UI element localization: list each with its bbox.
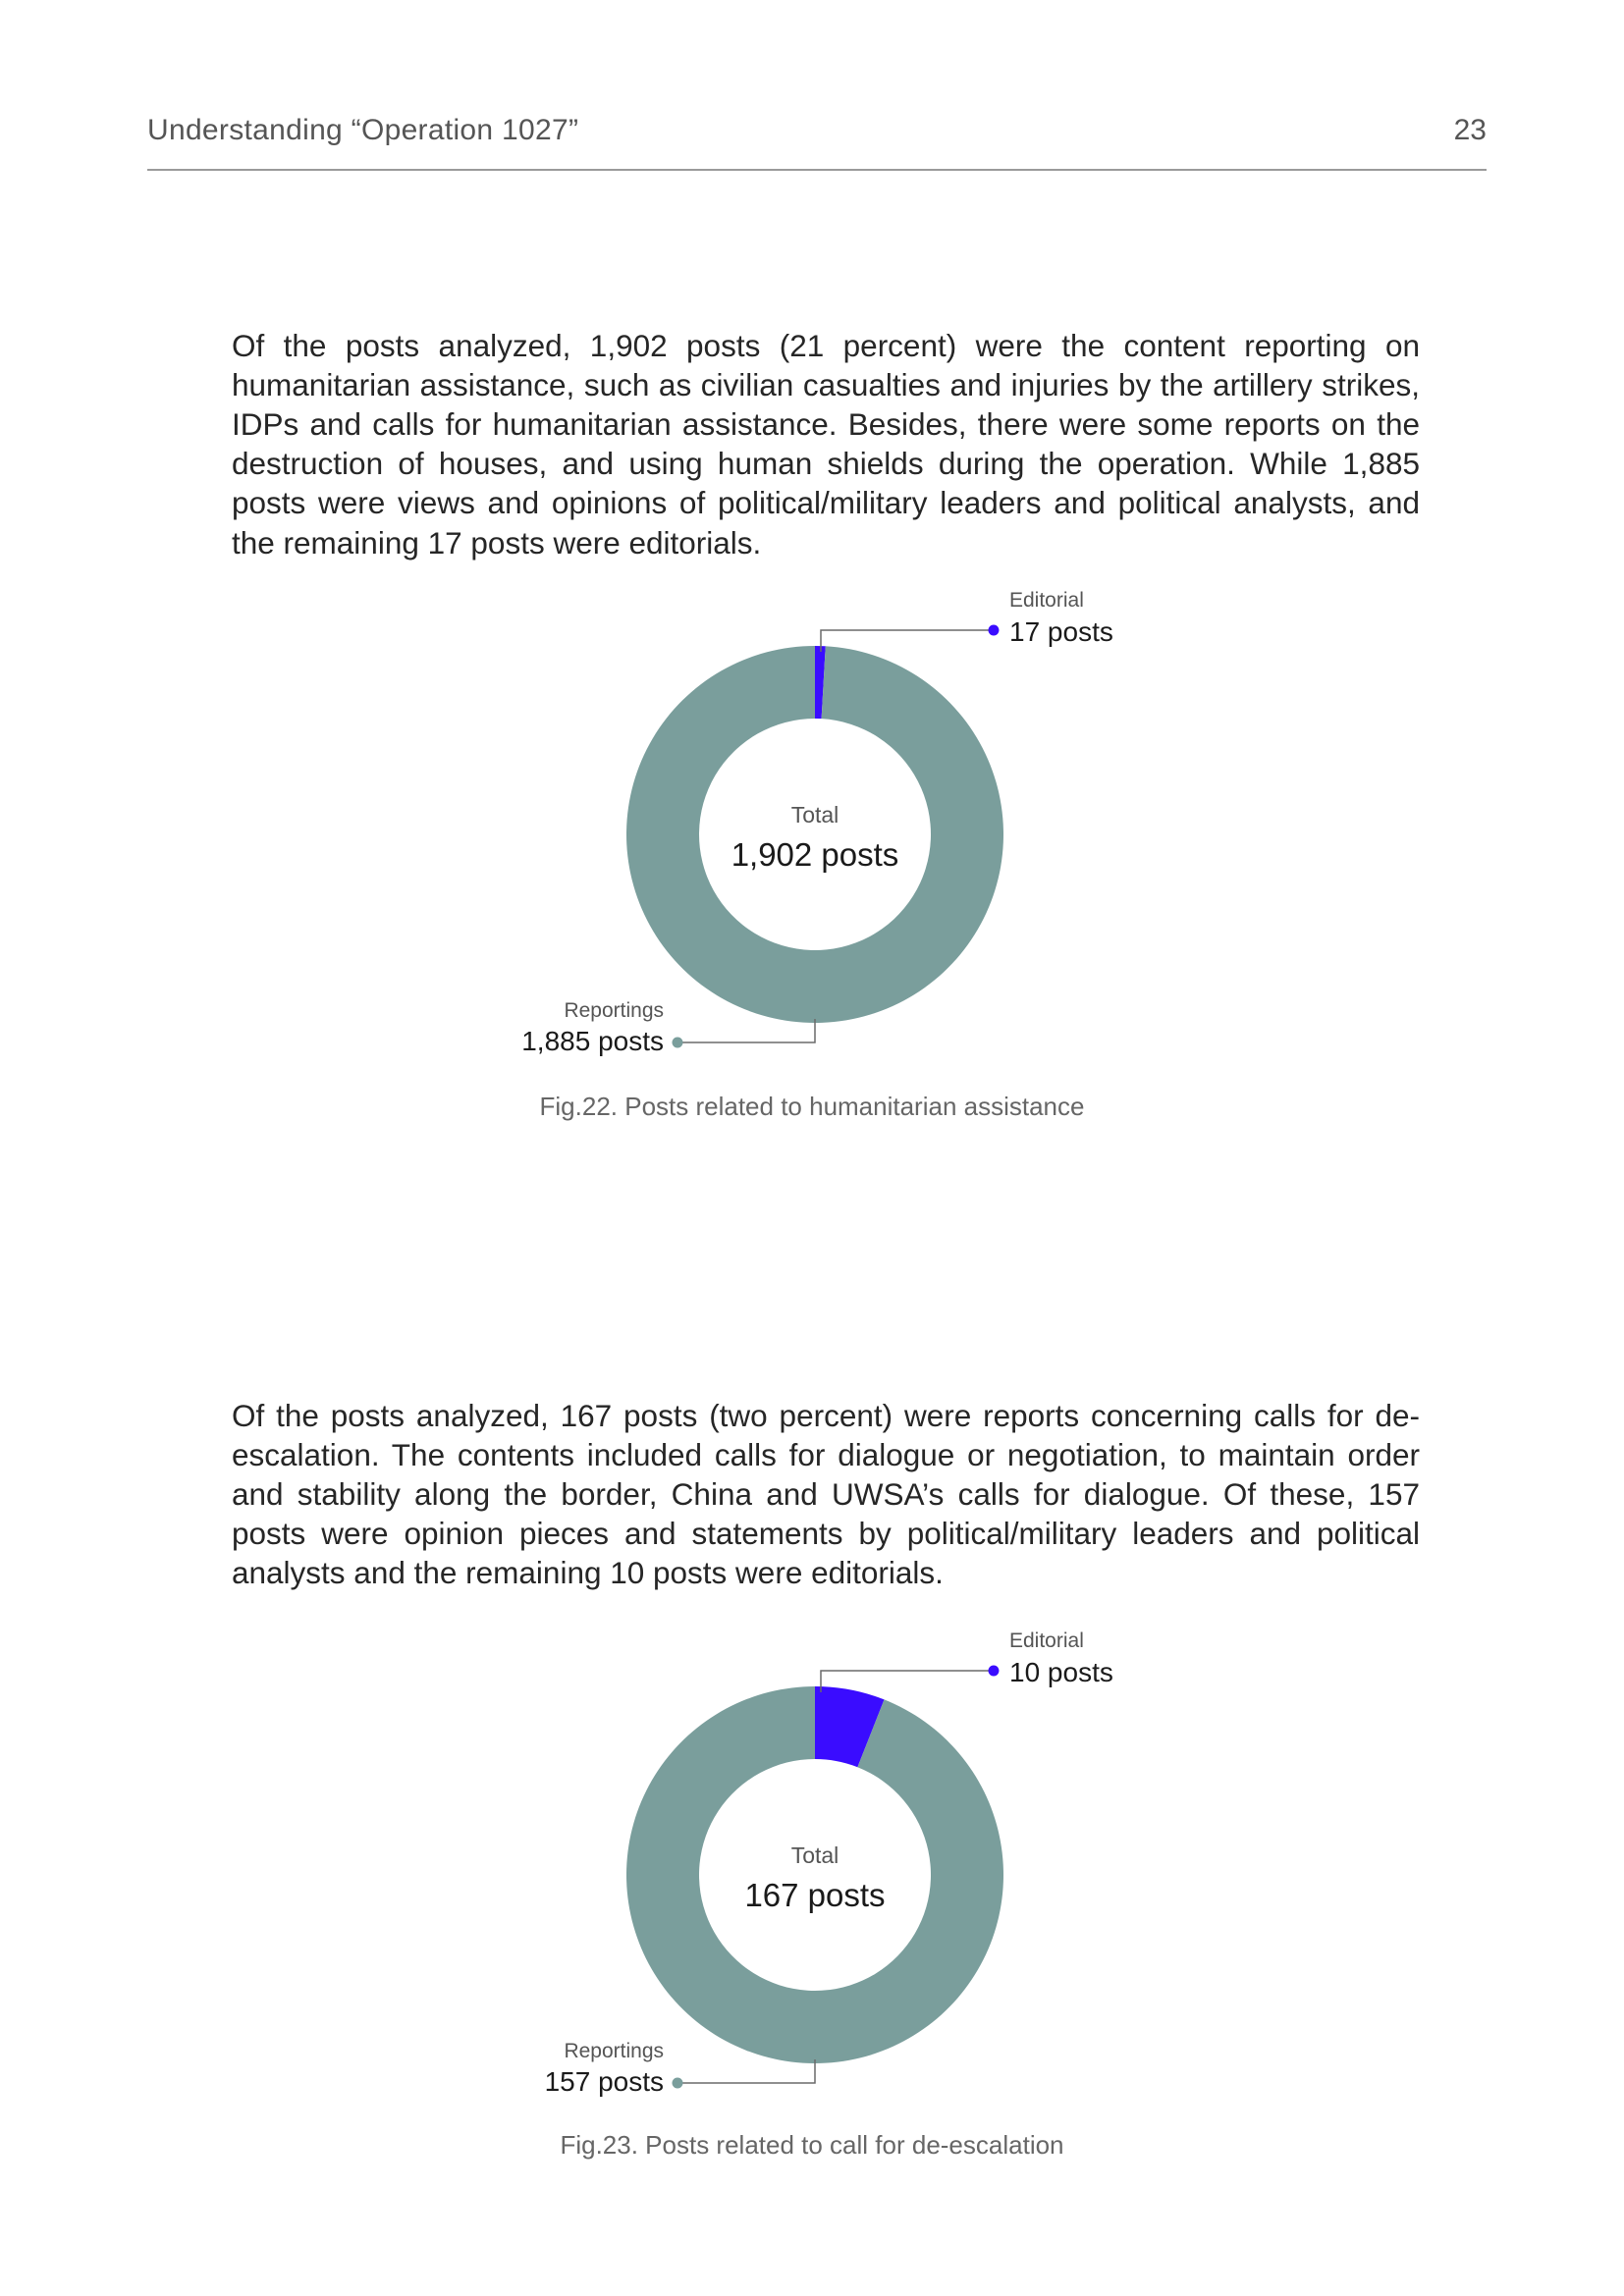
editorial-callout-dot	[989, 625, 1000, 636]
body-paragraph-2: Of the posts analyzed, 167 posts (two percent) were reports concerning calls for de-escalation. The contents included calls for dialogue or negotiation, to maintain order and stability along the border, China and UWSA’s calls for dialogue. Of these, 157 posts were opinion pieces and statements by political/military leaders and political analysts and the remaining 10 posts were editorials.	[232, 1397, 1420, 1591]
editorial-callout-dot	[989, 1666, 1000, 1677]
reportings-label: Reportings	[564, 999, 664, 1022]
center-total-value: 1,902 posts	[731, 836, 899, 873]
center-total-label: Total	[790, 1842, 839, 1868]
body-paragraph-1: Of the posts analyzed, 1,902 posts (21 percent) were the content reporting on humanitarian assistance, such as civilian casualties and injuries by the artillery strikes, IDPs and calls for humanitarian assistance. Besides, there were some reports on the destruction of houses, and using human shields during the operation. While 1,885 posts were views and opinions of political/military leaders and political analysts, and the remaining 17 posts were editorials.	[232, 327, 1420, 561]
editorial-leader-line	[821, 630, 992, 652]
reportings-leader-line	[679, 1019, 815, 1042]
reportings-callout-dot	[673, 1038, 683, 1048]
page-number: 23	[1453, 114, 1487, 146]
donut-chart-de-escalation	[0, 1610, 1624, 2218]
figure-caption-22: Fig.22. Posts related to humanitarian assistance	[539, 1092, 1085, 1121]
donut-chart-humanitarian	[0, 569, 1624, 1178]
figure-caption-23: Fig.23. Posts related to call for de-escalation	[560, 2130, 1064, 2160]
reportings-value: 1,885 posts	[521, 1026, 664, 1056]
editorial-value: 17 posts	[1009, 616, 1113, 647]
editorial-value: 10 posts	[1009, 1657, 1113, 1687]
reportings-callout-dot	[673, 2078, 683, 2089]
reportings-value: 157 posts	[544, 2066, 664, 2097]
editorial-label: Editorial	[1009, 589, 1084, 612]
center-total-value: 167 posts	[744, 1877, 886, 1913]
editorial-label: Editorial	[1009, 1629, 1084, 1652]
center-total-label: Total	[790, 802, 839, 828]
donut-chart-svg	[0, 1610, 1624, 2218]
donut-chart-svg	[0, 569, 1624, 1178]
reportings-label: Reportings	[564, 2040, 664, 2062]
editorial-leader-line	[821, 1671, 992, 1692]
reportings-leader-line	[679, 2059, 815, 2083]
header-title: Understanding “Operation 1027”	[147, 114, 579, 146]
header-divider	[147, 169, 1487, 171]
pie-slice-reportings	[626, 646, 1003, 1023]
